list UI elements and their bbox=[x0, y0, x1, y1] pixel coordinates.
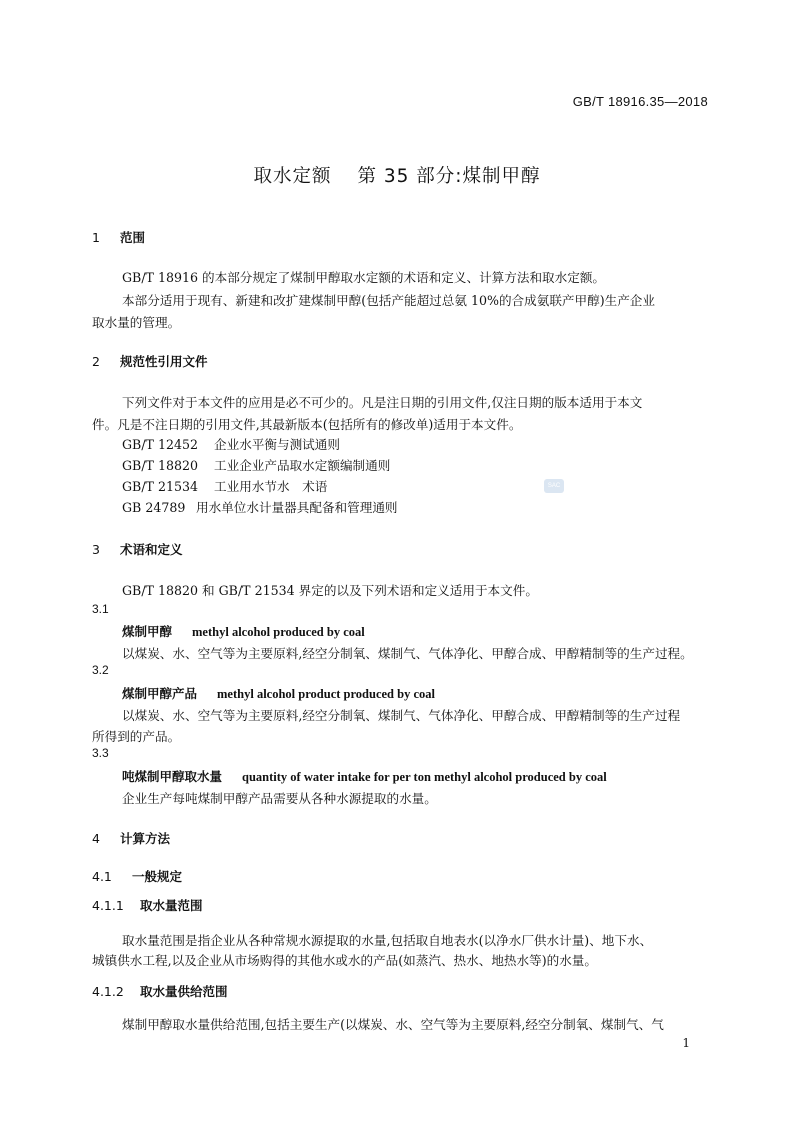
reference-item: GB 24789 用水单位水计量器具配备和管理通则 bbox=[122, 500, 398, 515]
term-number: 3.2 bbox=[92, 663, 109, 677]
term-definition: 以煤炭、水、空气等为主要原料,经空分制氧、煤制气、气体净化、甲醇合成、甲醇精制等的生产过程 bbox=[122, 708, 681, 723]
section-1-paragraph-1: GB/T 18916 的本部分规定了煤制甲醇取水定额的术语和定义、计算方法和取水定额。 bbox=[122, 270, 606, 285]
sac-watermark: SAC bbox=[544, 479, 564, 493]
subsection-4-1-2-paragraph: 煤制甲醇取水量供给范围,包括主要生产(以煤炭、水、空气等为主要原料,经空分制氧、煤制气、气 bbox=[122, 1017, 664, 1032]
title-part1: 取水定额 bbox=[253, 166, 332, 187]
term-number: 3.1 bbox=[92, 602, 109, 616]
section-1-paragraph-2: 本部分适用于现有、新建和改扩建煤制甲醇(包括产能超过总氨 10%的合成氨联产甲醇)生产企业 bbox=[122, 293, 655, 308]
section-4-heading: 4 计算方法 bbox=[92, 831, 171, 846]
term-definition: 企业生产每吨煤制甲醇产品需要从各种水源提取的水量。 bbox=[122, 791, 437, 806]
section-3-intro: GB/T 18820 和 GB/T 21534 界定的以及下列术语和定义适用于本文件。 bbox=[122, 583, 538, 598]
section-1-paragraph-2-cont: 取水量的管理。 bbox=[92, 315, 181, 330]
reference-item: GB/T 18820 工业企业产品取水定额编制通则 bbox=[122, 458, 391, 473]
section-2-heading: 2 规范性引用文件 bbox=[92, 354, 208, 369]
reference-item: GB/T 21534 工业用水节水 术语 bbox=[122, 479, 328, 494]
term-heading: 煤制甲醇 methyl alcohol produced by coal bbox=[122, 624, 365, 639]
page-number: 1 bbox=[682, 1036, 690, 1050]
title-part2: 第 35 部分:煤制甲醇 bbox=[357, 166, 541, 187]
subsection-4-1-1-heading: 4.1.1 取水量范围 bbox=[92, 898, 203, 913]
subsection-4-1-2-heading: 4.1.2 取水量供给范围 bbox=[92, 984, 228, 999]
subsection-4-1-heading: 4.1 一般规定 bbox=[92, 869, 183, 884]
subsection-4-1-1-paragraph-cont: 城镇供水工程,以及企业从市场购得的其他水或水的产品(如蒸汽、热水、地热水等)的水量。 bbox=[92, 953, 597, 968]
standard-code: GB/T 18916.35—2018 bbox=[572, 94, 708, 109]
term-heading: 煤制甲醇产品 methyl alcohol product produced by coal bbox=[122, 686, 435, 701]
term-definition: 以煤炭、水、空气等为主要原料,经空分制氧、煤制气、气体净化、甲醇合成、甲醇精制等的生产过程。 bbox=[122, 646, 693, 661]
term-number: 3.3 bbox=[92, 746, 109, 760]
term-heading: 吨煤制甲醇取水量 quantity of water intake for per ton methyl alcohol produced by coal bbox=[122, 769, 607, 784]
section-2-paragraph-cont: 件。凡是不注日期的引用文件,其最新版本(包括所有的修改单)适用于本文件。 bbox=[92, 417, 522, 432]
section-2-paragraph: 下列文件对于本文件的应用是必不可少的。凡是注日期的引用文件,仅注日期的版本适用于本文 bbox=[122, 395, 643, 410]
term-definition-cont: 所得到的产品。 bbox=[92, 729, 181, 744]
section-1-heading: 1 范围 bbox=[92, 230, 146, 245]
subsection-4-1-1-paragraph: 取水量范围是指企业从各种常规水源提取的水量,包括取自地表水(以净水厂供水计量)、地下水、 bbox=[122, 933, 653, 948]
section-3-heading: 3 术语和定义 bbox=[92, 542, 183, 557]
document-title bbox=[0, 162, 794, 188]
reference-item: GB/T 12452 企业水平衡与测试通则 bbox=[122, 437, 340, 452]
